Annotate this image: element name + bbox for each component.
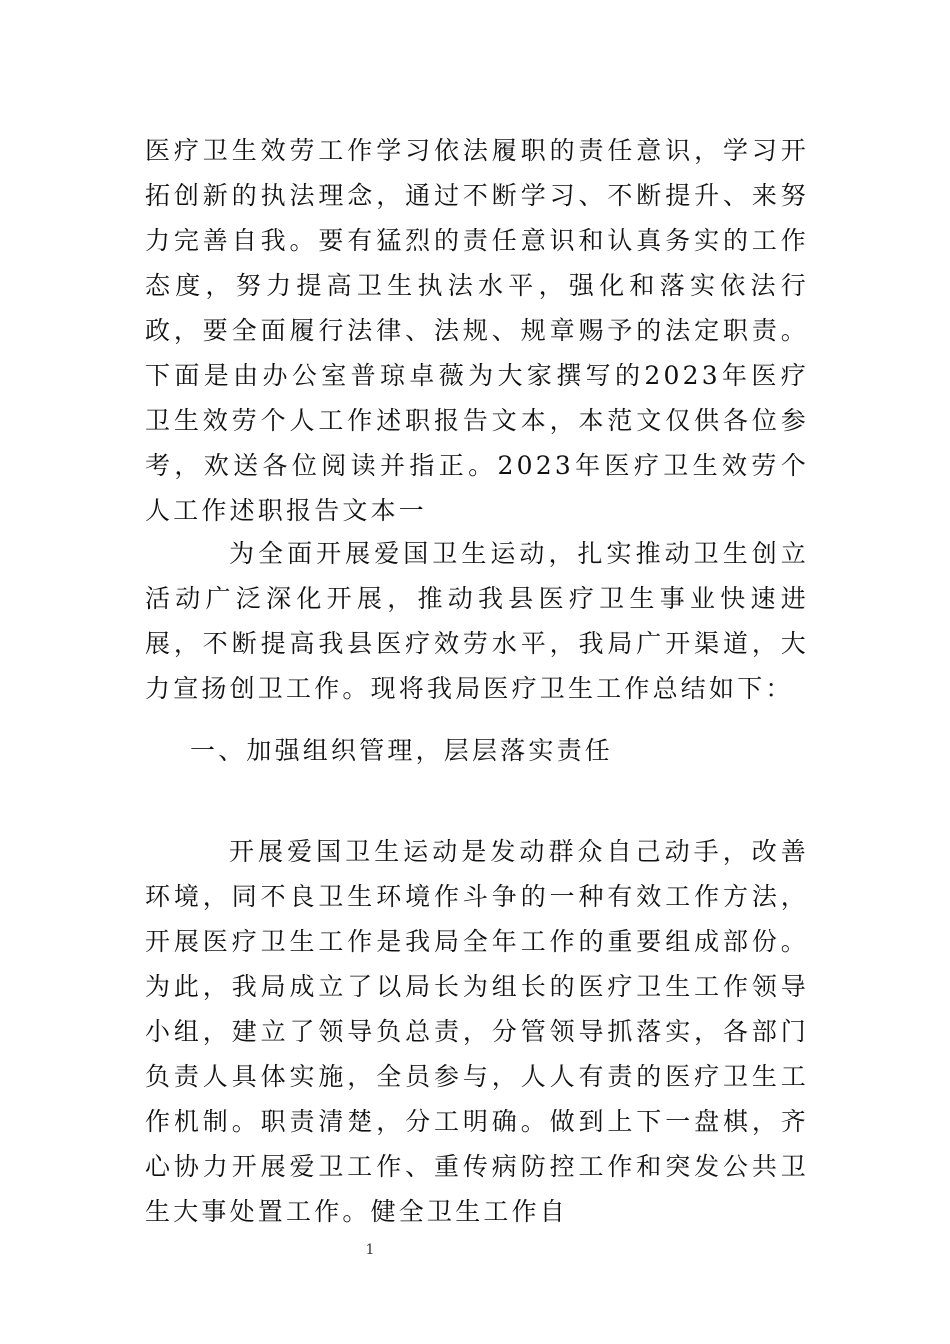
intro-paragraph: 医疗卫生效劳工作学习依法履职的责任意识，学习开拓创新的执法理念，通过不断学习、不断提升、来努力完善自我。要有猛烈的责任意识和认真务实的工作态度，努力提高卫生执法水平，强化和落实依法行政，要全面履行法律、法规、规章赐予的法定职责。下面是由办公室普琼卓薇为大家撰写的2023年医疗卫生效劳个人工作述职报告文本，本范文仅供各位参考，欢送各位阅读并指正。2023年医疗卫生效劳个人工作述职报告文本一 <box>145 136 809 525</box>
body-paragraph-2: 开展爱国卫生运动是发动群众自己动手，改善环境，同不良卫生环境作斗争的一种有效工作方法，开展医疗卫生工作是我局全年工作的重要组成部份。为此，我局成立了以局长为组长的医疗卫生工作领导小组，建立了领导负总责，分管领导抓落实，各部门负责人具体实施，全员参与，人人有责的医疗卫生工作机制。职责清楚，分工明确。做到上下一盘棋，齐心协力开展爱卫工作、重传病防控工作和突发公共卫生大事处置工作。健全卫生工作自 <box>145 837 809 1226</box>
body-paragraph-1: 为全面开展爱国卫生运动，扎实推动卫生创立活动广泛深化开展，推动我县医疗卫生事业快速进展，不断提高我县医疗效劳水平，我局广开渠道，大力宣扬创卫工作。现将我局医疗卫生工作总结如下： <box>145 539 809 703</box>
page-number: 1 <box>365 1242 375 1258</box>
section-heading-1: 一、加强组织管理，层层落实责任 <box>190 736 614 765</box>
